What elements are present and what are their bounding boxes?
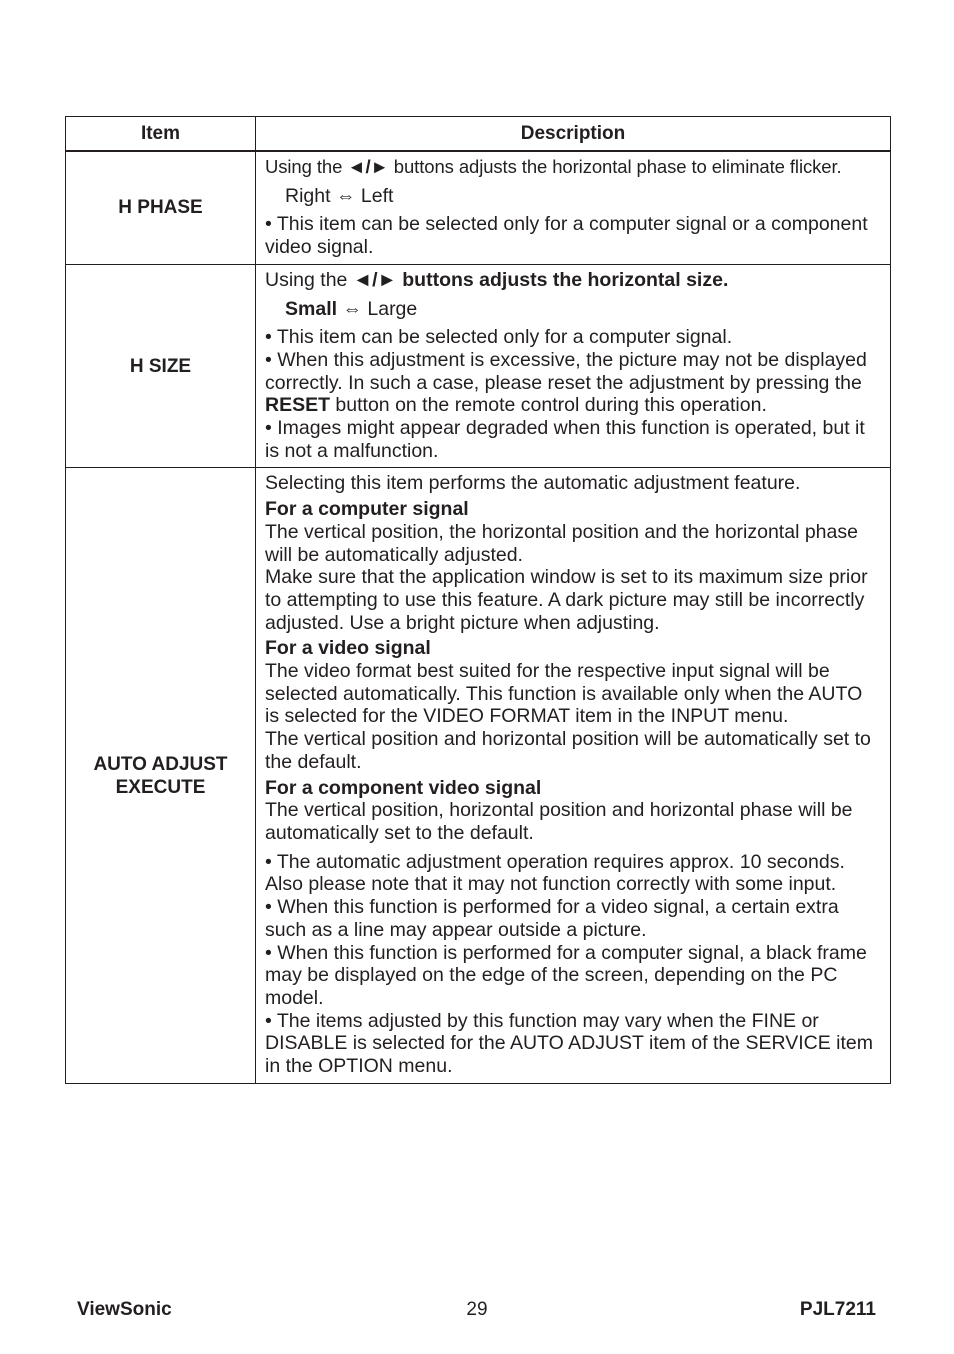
auto-adjust-note-3: • When this function is performed for a computer signal, a black frame may be displayed on the edge of the screen, depending on the PC model. [265,941,867,1009]
computer-signal-heading: For a computer signal [265,498,469,521]
video-signal-heading: For a video signal [265,637,431,660]
item-h-size: H SIZE [66,264,256,468]
item-auto-adjust-execute: AUTO ADJUST EXECUTE [66,468,256,1083]
description-h-size [256,264,891,468]
table-row-h-size [66,264,891,468]
auto-adjust-intro: Selecting this item performs the automatic adjustment feature. [265,472,801,495]
auto-adjust-note-4: • The items adjusted by this function may vary when the FINE or DISABLE is selected for the AUTO ADJUST item of the SERVICE item in the OPTION menu. [265,1009,873,1078]
h-size-options: Small ⇔ Large [285,297,418,320]
footer-brand: ViewSonic [77,1299,172,1320]
component-signal-text: The vertical position, horizontal position and horizontal phase will be automatically set to the default. [265,799,853,844]
video-signal-text-1: The video format best suited for the respective input signal will be selected automatically. This function is available only when the AUTO is selected for the VIDEO FORMAT item in the INPUT menu. [265,660,863,728]
h-phase-usage: Using the ◄/► buttons adjusts the horizontal phase to eliminate flicker. [265,156,842,177]
double-arrow-icon: ⇔ [342,297,362,320]
header-item: Item [66,117,256,151]
h-phase-options: Right ⇔ Left [285,184,394,207]
auto-adjust-note-2: • When this function is performed for a video signal, a certain extra such as a line may appear outside a picture. [265,896,839,941]
item-h-phase: H PHASE [66,152,256,265]
h-phase-note: • This item can be selected only for a computer signal or a component video signal. [265,213,868,259]
table-header-row [66,117,891,151]
auto-adjust-note-1: • The automatic adjustment operation requires approx. 10 seconds. Also please note that it may not function correctly with some input. [265,850,845,896]
component-signal-heading: For a component video signal [265,776,542,799]
description-h-phase [256,152,891,265]
computer-signal-text-1: The vertical position, the horizontal position and the horizontal phase will be automatically adjusted. [265,520,858,566]
h-size-note-2: • When this adjustment is excessive, the picture may not be displayed correctly. In such a case, please reset the adjustment by pressing the RESET button on the remote control during this operation. [265,348,867,417]
footer-model: PJL7211 [799,1299,876,1320]
footer-page-number: 29 [466,1299,488,1320]
computer-signal-text-2: Make sure that the application window is set to its maximum size prior to attempting to use this feature. A dark picture may still be incorrectly adjusted. Use a bright picture when adjusting. [265,566,868,634]
header-description: Description [256,117,891,151]
h-size-note-1: • This item can be selected only for a computer signal. [265,326,733,349]
table-row-h-phase [66,152,891,265]
h-size-note-3: • Images might appear degraded when this function is operated, but it is not a malfunction. [265,417,865,462]
double-arrow-icon: ⇔ [335,184,356,207]
video-signal-text-2: The vertical position and horizontal position will be automatically set to the default. [265,728,871,773]
h-size-usage: Using the ◄/► buttons adjusts the horizontal size. [265,268,729,291]
arrow-buttons-icon: ◄/► [352,268,397,291]
arrow-buttons-icon: ◄/► [347,156,389,177]
menu-item-table [65,116,891,1084]
description-auto-adjust [256,468,891,1083]
table-row-auto-adjust [66,468,891,1083]
